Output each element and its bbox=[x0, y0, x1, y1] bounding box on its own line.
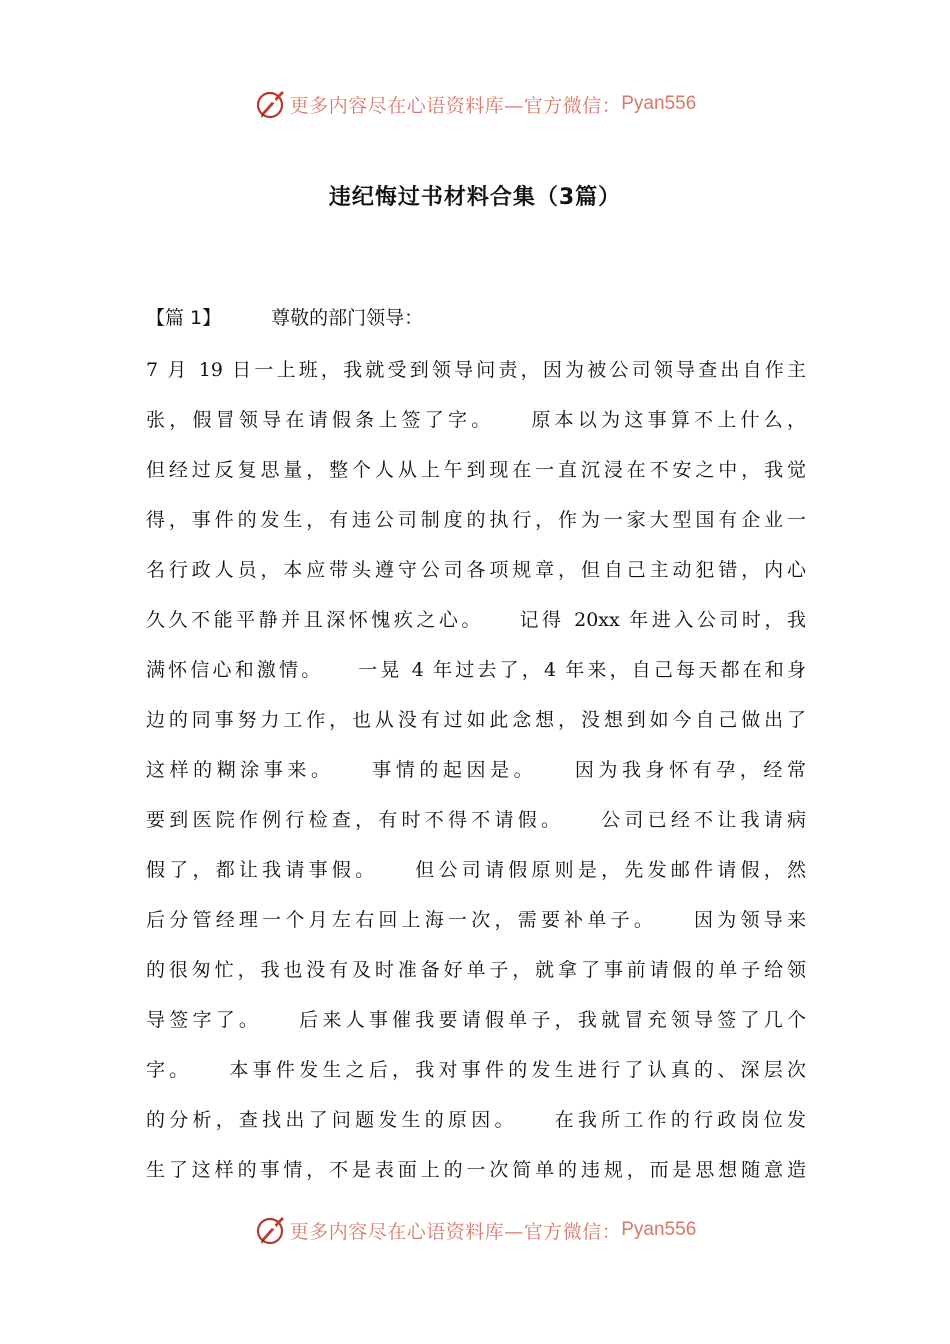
text-line: 7 月 19 日一上班，我就受到领导问责，因为被公司领导查出自作主 bbox=[146, 359, 806, 381]
wechat-id: Pyan556 bbox=[621, 1219, 697, 1240]
text-line: 得，事件的发生，有违公司制度的执行，作为一家大型国有企业一 bbox=[146, 509, 806, 531]
salutation: 尊敬的部门领导： bbox=[271, 307, 424, 329]
text-line: 边的同事努力工作，也从没有过如此念想，没想到如今自己做出了 bbox=[146, 709, 806, 731]
wechat-id: Pyan556 bbox=[621, 93, 697, 114]
text-line: 导签字了。 后来人事催我要请假单子，我就冒充领导签了几个 bbox=[146, 1009, 806, 1031]
document-title: 违纪悔过书材料合集（3篇） bbox=[328, 185, 622, 210]
header-banner bbox=[0, 84, 950, 124]
text-line: 要到医院作例行检查，有时不得不请假。 公司已经不让我请病 bbox=[146, 809, 806, 831]
text-line: 但经过反复思量，整个人从上午到现在一直沉浸在不安之中，我觉 bbox=[146, 459, 806, 481]
text-line: 满怀信心和激情。 一晃 4 年过去了，4 年来，自己每天都在和身 bbox=[146, 659, 806, 681]
text-line: 这样的糊涂事来。 事情的起因是。 因为我身怀有孕，经常 bbox=[146, 759, 806, 781]
footer-banner bbox=[0, 1210, 950, 1250]
text-line: 名行政人员，本应带头遵守公司各项规章，但自己主动犯错，内心 bbox=[146, 559, 806, 581]
section-label: 【篇 1】 bbox=[146, 307, 222, 329]
paragraph-lines bbox=[146, 352, 806, 1202]
text-line: 后分管经理一个月左右回上海一次，需要补单子。 因为领导来 bbox=[146, 909, 806, 931]
banner-text: 更多内容尽在心语资料库—官方微信： bbox=[289, 94, 622, 117]
section-heading-line bbox=[146, 300, 806, 352]
document-body bbox=[146, 300, 806, 1202]
banner-text: 更多内容尽在心语资料库—官方微信： bbox=[289, 1220, 622, 1243]
text-line: 的很匆忙，我也没有及时准备好单子，就拿了事前请假的单子给领 bbox=[146, 959, 806, 981]
text-line: 的分析，查找出了问题发生的原因。 在我所工作的行政岗位发 bbox=[146, 1109, 806, 1131]
text-line: 张，假冒领导在请假条上签了字。 原本以为这事算不上什么， bbox=[146, 409, 806, 431]
text-line: 字。 本事件发生之后，我对事件的发生进行了认真的、深层次 bbox=[146, 1059, 806, 1081]
pen-nib-logo-icon bbox=[254, 87, 288, 121]
text-line: 久久不能平静并且深怀愧疚之心。 记得 20xx 年进入公司时，我 bbox=[146, 609, 806, 631]
text-line: 假了，都让我请事假。 但公司请假原则是，先发邮件请假，然 bbox=[146, 859, 806, 881]
pen-nib-logo-icon bbox=[254, 1213, 288, 1247]
text-line: 生了这样的事情，不是表面上的一次简单的违规，而是思想随意造 bbox=[146, 1159, 806, 1181]
